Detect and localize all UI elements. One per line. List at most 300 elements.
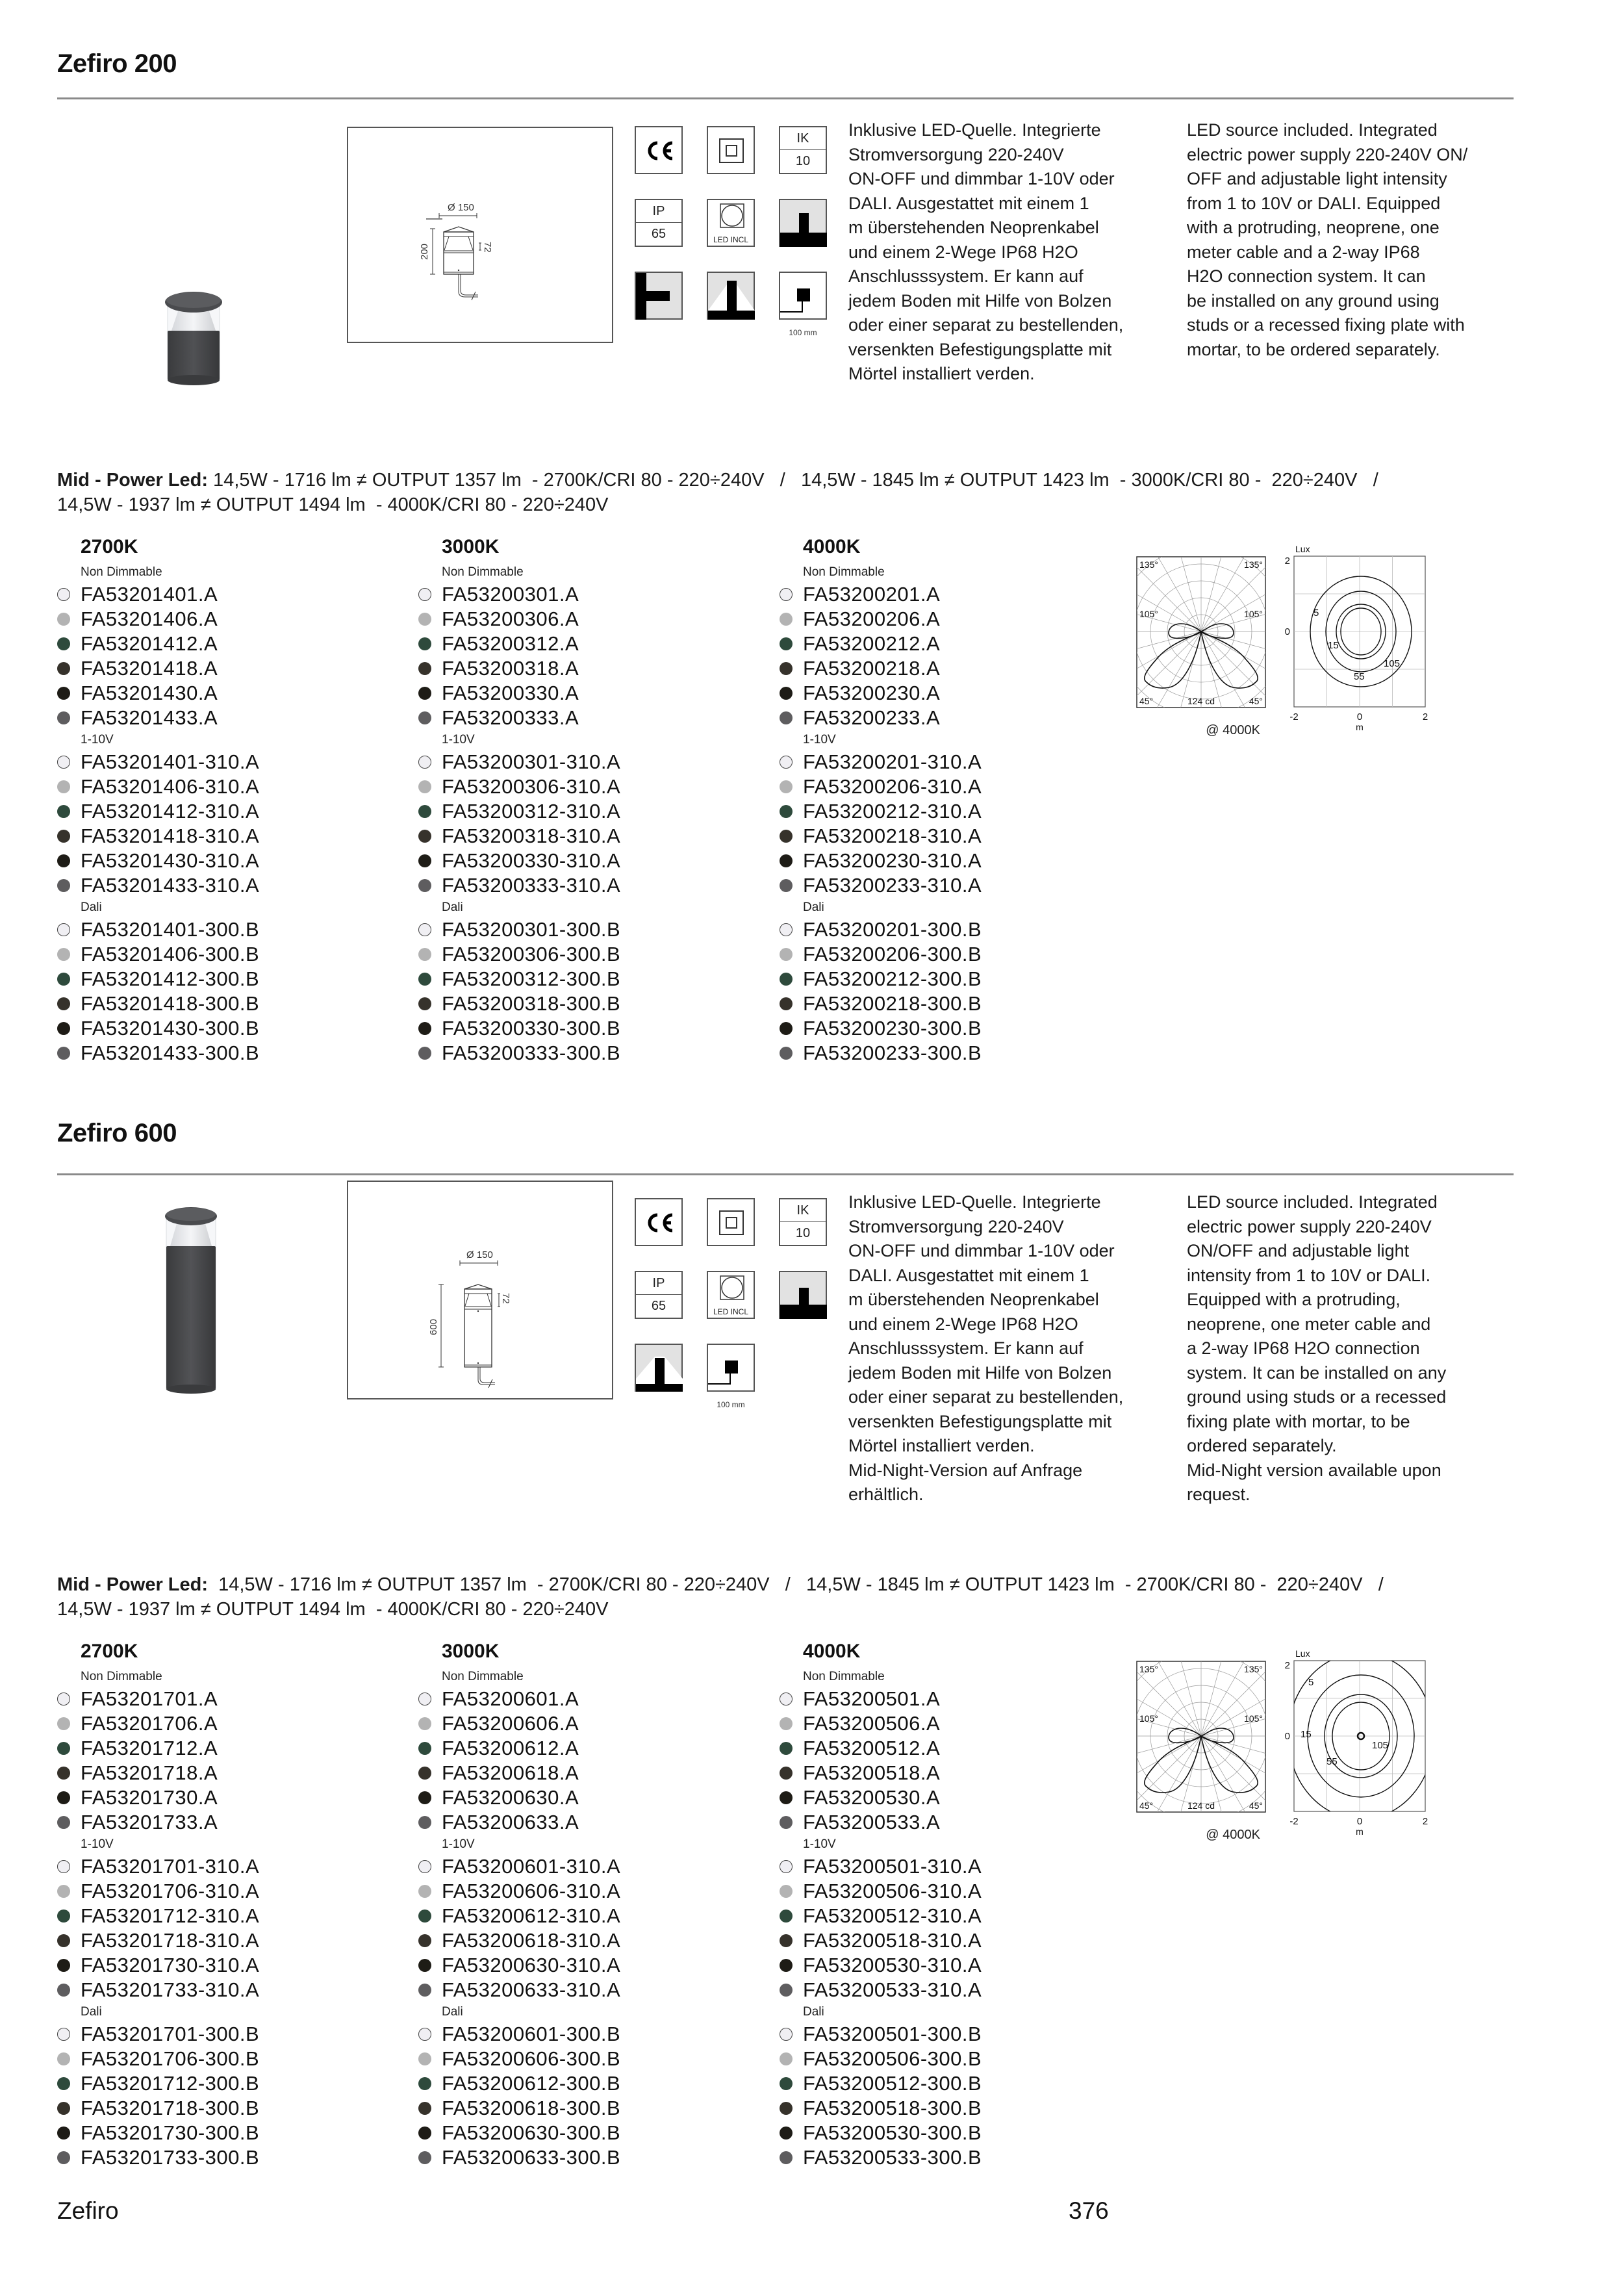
product-code-row	[57, 2022, 259, 2047]
finish-color-swatch	[418, 2028, 431, 2041]
led-spec	[57, 468, 1551, 517]
finish-color-swatch	[780, 780, 793, 793]
product-code-row	[780, 1953, 982, 1978]
product-code-row	[780, 1687, 982, 1711]
finish-color-swatch	[780, 973, 793, 986]
desc-de-line: Stromversorgung 220-240V	[848, 144, 1064, 164]
finish-color-swatch	[418, 2052, 431, 2065]
finish-color-swatch	[780, 1742, 793, 1755]
desc-de-line: Inklusive LED-Quelle. Integrierte	[848, 120, 1101, 140]
desc-en-line: studs or a recessed fixing plate with	[1187, 315, 1465, 335]
product-code-row	[57, 1879, 259, 1904]
light-beam-icon	[707, 272, 755, 320]
desc-en-line: request.	[1187, 1485, 1250, 1504]
finish-color-swatch	[57, 2102, 70, 2115]
product-code: FA53200633-300.B	[442, 2146, 621, 2169]
product-code: FA53200212-310.A	[803, 800, 982, 823]
product-code: FA53200501-300.B	[803, 2023, 982, 2045]
led-spec	[57, 1572, 1551, 1622]
product-code: FA53201401-300.B	[81, 918, 260, 941]
product-code: FA53200518-300.B	[803, 2097, 982, 2119]
product-code: FA53200212.A	[803, 632, 941, 655]
product-code: FA53201430-310.A	[81, 849, 260, 872]
desc-de-line: Anschlusssystem. Er kann auf	[848, 266, 1084, 286]
description-english	[1187, 1190, 1525, 1507]
finish-color-swatch	[57, 1860, 70, 1873]
desc-en-line: meter cable and a 2-way IP68	[1187, 242, 1420, 262]
product-code-row	[57, 582, 259, 607]
finish-color-swatch	[780, 997, 793, 1010]
finish-color-swatch	[780, 662, 793, 675]
desc-de-line: jedem Boden mit Hilfe von Bolzen	[848, 290, 1112, 311]
finish-color-swatch	[57, 780, 70, 793]
finish-color-swatch	[418, 997, 431, 1010]
dimming-group-label: Non Dimmable	[803, 1670, 885, 1683]
product-code: FA53200230-300.B	[803, 1017, 982, 1040]
finish-color-swatch	[57, 1767, 70, 1780]
product-code: FA53201401.A	[81, 583, 218, 606]
isolux-x-tick: -2	[1289, 1816, 1299, 1827]
product-code: FA53200218-310.A	[803, 824, 982, 847]
product-code-row	[780, 2071, 982, 2096]
product-code-row	[57, 1904, 259, 1928]
color-temperature-heading: 2700K	[81, 536, 138, 557]
finish-color-swatch	[780, 2102, 793, 2115]
dimming-group-label: 1-10V	[442, 733, 475, 747]
desc-de-line: m überstehenden Neoprenkabel	[848, 1290, 1099, 1309]
product-code-row	[418, 2096, 620, 2121]
product-code-row	[57, 967, 259, 991]
finish-color-swatch	[418, 2077, 431, 2090]
product-code-row	[57, 942, 259, 967]
product-code-row	[780, 1904, 982, 1928]
color-temperature-heading: 4000K	[803, 536, 861, 557]
product-code-row	[418, 1879, 620, 1904]
ip-value: 65	[651, 227, 666, 241]
technical-drawing	[347, 1181, 613, 1399]
finish-color-swatch	[57, 879, 70, 892]
product-code: FA53200333-300.B	[442, 1041, 621, 1064]
finish-color-swatch	[780, 805, 793, 818]
desc-de-line: und einem 2-Wege IP68 H2O	[848, 242, 1078, 262]
cable-length-caption: 100 mm	[717, 1400, 745, 1409]
product-code-row	[780, 873, 982, 898]
code-column-2700k	[57, 534, 259, 1066]
dimming-group-label: Non Dimmable	[803, 565, 885, 579]
ik-label: IK	[780, 127, 826, 150]
product-code: FA53200533-310.A	[803, 1978, 982, 2001]
product-code: FA53201433-300.B	[81, 1041, 260, 1064]
photometry-caption: @ 4000K	[1206, 1828, 1260, 1842]
product-code-row	[57, 1016, 259, 1041]
finish-color-swatch	[418, 1693, 431, 1706]
cable-length-icon	[779, 272, 827, 320]
finish-color-swatch	[418, 2127, 431, 2140]
desc-en-line: Mid-Night version available upon	[1187, 1460, 1441, 1480]
desc-en-line: neoprene, one meter cable and	[1187, 1314, 1431, 1334]
description-english	[1187, 118, 1525, 362]
finish-color-swatch	[57, 1693, 70, 1706]
product-code: FA53201718.A	[81, 1761, 218, 1784]
product-code-row	[418, 849, 620, 873]
ip-rating-icon	[635, 199, 683, 247]
product-code-row	[780, 1711, 982, 1736]
product-code: FA53200333.A	[442, 706, 579, 729]
dimming-group-label: 1-10V	[81, 1837, 114, 1851]
finish-color-swatch	[57, 1910, 70, 1923]
finish-color-swatch	[57, 973, 70, 986]
product-code-row	[418, 1761, 620, 1785]
desc-en-line: OFF and adjustable light intensity	[1187, 169, 1447, 188]
product-code: FA53201730-300.B	[81, 2121, 260, 2144]
color-temperature-heading: 3000K	[442, 536, 500, 557]
product-code-row	[780, 2121, 982, 2145]
isolux-unit-label: Lux	[1295, 1648, 1310, 1659]
desc-de-line: erhältlich.	[848, 1485, 924, 1504]
finish-color-swatch	[57, 1959, 70, 1972]
finish-color-swatch	[57, 1984, 70, 1997]
section-title: Zefiro 600	[57, 1119, 177, 1147]
code-column-3000k	[418, 534, 620, 1066]
wall-projection-icon	[635, 272, 683, 320]
product-code: FA53201712.A	[81, 1737, 218, 1759]
product-code: FA53200330-310.A	[442, 849, 621, 872]
polar-angle-label: 105°	[1244, 609, 1263, 619]
polar-angle-label: 45°	[1139, 1800, 1154, 1811]
product-code: FA53200212-300.B	[803, 967, 982, 990]
product-code: FA53200512.A	[803, 1737, 941, 1759]
finish-color-swatch	[57, 948, 70, 961]
class-ii-insulation-icon	[707, 126, 755, 174]
polar-peak-label: 124 cd	[1187, 1800, 1215, 1811]
ip-label: IP	[636, 1272, 681, 1295]
finish-color-swatch	[418, 948, 431, 961]
finish-color-swatch	[418, 613, 431, 626]
product-code-row	[57, 1928, 259, 1953]
finish-color-swatch	[780, 2077, 793, 2090]
section-divider	[57, 97, 1514, 99]
ik-value: 10	[795, 154, 811, 168]
finish-color-swatch	[57, 588, 70, 601]
product-code: FA53200312.A	[442, 632, 579, 655]
desc-de-line: ON-OFF und dimmbar 1-10V oder	[848, 169, 1115, 188]
product-code: FA53200506-300.B	[803, 2047, 982, 2070]
led-included-label: LED INCL	[713, 1307, 749, 1316]
product-code-row	[57, 1810, 259, 1835]
product-code: FA53200233-300.B	[803, 1041, 982, 1064]
led-included-icon	[707, 1271, 755, 1319]
polar-angle-label: 135°	[1139, 559, 1158, 570]
photometric-diagrams	[1130, 539, 1520, 754]
product-code-row	[57, 1711, 259, 1736]
spec-label: Mid - Power Led:	[57, 470, 208, 491]
finish-color-swatch	[418, 711, 431, 724]
product-code-row	[57, 1041, 259, 1066]
desc-de-line: Mörtel installiert verden.	[848, 364, 1035, 383]
product-code: FA53201418-310.A	[81, 824, 260, 847]
product-code-row	[780, 2022, 982, 2047]
finish-color-swatch	[780, 2151, 793, 2164]
finish-color-swatch	[418, 1717, 431, 1730]
polar-angle-label: 135°	[1244, 559, 1263, 570]
product-code-row	[418, 799, 620, 824]
product-code: FA53201406-300.B	[81, 943, 260, 965]
finish-color-swatch	[418, 687, 431, 700]
product-code-row	[57, 632, 259, 656]
isolux-level-label: 15	[1300, 1729, 1312, 1740]
isolux-y-tick: 0	[1284, 1731, 1290, 1742]
finish-color-swatch	[57, 1717, 70, 1730]
finish-color-swatch	[780, 2127, 793, 2140]
finish-color-swatch	[780, 879, 793, 892]
spec-line-2: 14,5W - 1937 lm ≠ OUTPUT 1494 lm - 4000K/CRI 80 - 220÷240V	[57, 1599, 609, 1620]
product-code-row	[57, 774, 259, 799]
photometric-diagrams	[1130, 1644, 1520, 1858]
desc-de-line: ON-OFF und dimmbar 1-10V oder	[848, 1241, 1115, 1260]
product-code-row	[57, 917, 259, 942]
product-code: FA53201430.A	[81, 682, 218, 704]
dimming-group-label: 1-10V	[442, 1837, 475, 1851]
desc-en-line: from 1 to 10V or DALI. Equipped	[1187, 193, 1441, 213]
finish-color-swatch	[780, 1693, 793, 1706]
description-german	[848, 1190, 1180, 1507]
floor-mount-icon	[779, 199, 827, 247]
product-code: FA53200233-310.A	[803, 874, 982, 897]
product-section-zefiro-600	[0, 1105, 1624, 2196]
product-code-row	[780, 582, 982, 607]
isolux-x-tick: 0	[1356, 711, 1363, 722]
product-code-row	[418, 2121, 620, 2145]
product-code-row	[57, 656, 259, 681]
product-code-row	[780, 967, 982, 991]
desc-en-line: ON/OFF and adjustable light	[1187, 1241, 1410, 1260]
product-code: FA53200530.A	[803, 1786, 941, 1809]
finish-color-swatch	[418, 854, 431, 867]
isolux-level-label: 55	[1326, 1756, 1338, 1767]
product-code-row	[57, 607, 259, 632]
ce-mark-icon	[635, 1198, 683, 1246]
product-code: FA53200333-310.A	[442, 874, 621, 897]
product-code: FA53201712-310.A	[81, 1904, 260, 1927]
product-code-row	[780, 2096, 982, 2121]
finish-color-swatch	[418, 637, 431, 650]
desc-de-line: m überstehenden Neoprenkabel	[848, 218, 1099, 237]
finish-color-swatch	[57, 1022, 70, 1035]
finish-color-swatch	[780, 756, 793, 769]
finish-color-swatch	[780, 854, 793, 867]
finish-color-swatch	[780, 711, 793, 724]
product-code: FA53200601.A	[442, 1687, 579, 1710]
product-code-row	[780, 1785, 982, 1810]
product-code-row	[418, 706, 620, 730]
product-code-row	[418, 1785, 620, 1810]
product-code: FA53200312-310.A	[442, 800, 621, 823]
dimming-group-label: 1-10V	[803, 733, 836, 747]
product-code-row	[57, 2071, 259, 2096]
desc-en-line: be installed on any ground using	[1187, 290, 1440, 311]
desc-en-line: mortar, to be ordered separately.	[1187, 339, 1440, 359]
product-code: FA53200612-300.B	[442, 2072, 621, 2095]
product-code: FA53200206-310.A	[803, 775, 982, 798]
isolux-diagram	[1285, 1648, 1434, 1837]
product-code-row	[780, 1761, 982, 1785]
product-code-row	[418, 1978, 620, 2002]
finish-color-swatch	[418, 2151, 431, 2164]
product-code-row	[418, 873, 620, 898]
description-german	[848, 118, 1180, 387]
finish-color-swatch	[418, 1934, 431, 1947]
product-code: FA53200606-310.A	[442, 1880, 621, 1902]
product-code-row	[57, 1761, 259, 1785]
finish-color-swatch	[57, 1885, 70, 1898]
product-code-row	[57, 824, 259, 849]
finish-color-swatch	[780, 1022, 793, 1035]
isolux-y-tick: 2	[1284, 556, 1290, 567]
product-code: FA53201412-300.B	[81, 967, 260, 990]
product-code-row	[780, 942, 982, 967]
product-code-row	[418, 991, 620, 1016]
product-code-row	[57, 873, 259, 898]
product-code: FA53200601-300.B	[442, 2023, 621, 2045]
finish-color-swatch	[418, 1047, 431, 1060]
code-column-4000k	[780, 1639, 982, 2170]
isolux-level-label: 5	[1313, 607, 1319, 619]
polar-angle-label: 105°	[1139, 1713, 1158, 1724]
ip-rating-icon	[635, 1271, 683, 1319]
product-code: FA53201706.A	[81, 1712, 218, 1735]
desc-de-line: versenkten Befestigungsplatte mit	[848, 339, 1112, 359]
finish-color-swatch	[780, 613, 793, 626]
dimming-group-label: Non Dimmable	[81, 1670, 162, 1683]
finish-color-swatch	[57, 830, 70, 843]
finish-color-swatch	[57, 637, 70, 650]
ik-rating-icon	[779, 1198, 827, 1246]
product-code: FA53200230.A	[803, 682, 941, 704]
product-code: FA53200306-310.A	[442, 775, 621, 798]
ip-value: 65	[651, 1299, 666, 1313]
product-code: FA53200218.A	[803, 657, 941, 680]
product-code: FA53200612-310.A	[442, 1904, 621, 1927]
product-code: FA53200306-300.B	[442, 943, 621, 965]
class-ii-insulation-icon	[707, 1198, 755, 1246]
finish-color-swatch	[780, 2052, 793, 2065]
finish-color-swatch	[418, 1860, 431, 1873]
finish-color-swatch	[418, 756, 431, 769]
finish-color-swatch	[418, 780, 431, 793]
drawing-lens-label: 72	[500, 1293, 511, 1304]
product-code-row	[418, 917, 620, 942]
product-code-row	[418, 1041, 620, 1066]
finish-color-swatch	[57, 997, 70, 1010]
product-code: FA53200530-300.B	[803, 2121, 982, 2144]
product-code: FA53201430-300.B	[81, 1017, 260, 1040]
dimming-group-label: Non Dimmable	[81, 565, 162, 579]
desc-de-line: oder einer separat zu bestellenden,	[848, 315, 1124, 335]
product-code: FA53200533-300.B	[803, 2146, 982, 2169]
desc-en-line: system. It can be installed on any	[1187, 1362, 1447, 1383]
product-code-row	[57, 2096, 259, 2121]
product-code: FA53201712-300.B	[81, 2072, 260, 2095]
finish-color-swatch	[57, 805, 70, 818]
product-code-row	[418, 2047, 620, 2071]
desc-de-line: versenkten Befestigungsplatte mit	[848, 1411, 1112, 1431]
ce-mark-icon	[635, 126, 683, 174]
product-code: FA53201418.A	[81, 657, 218, 680]
finish-color-swatch	[57, 2077, 70, 2090]
desc-en-line: Equipped with a protruding,	[1187, 1290, 1401, 1309]
polar-angle-label: 105°	[1244, 1713, 1263, 1724]
desc-de-line: DALI. Ausgestattet mit einem 1	[848, 1265, 1089, 1285]
finish-color-swatch	[418, 1959, 431, 1972]
desc-en-line: a 2-way IP68 H2O connection	[1187, 1338, 1420, 1358]
product-code-row	[780, 1016, 982, 1041]
finish-color-swatch	[780, 948, 793, 961]
product-code: FA53200512-300.B	[803, 2072, 982, 2095]
isolux-x-axis-label: m	[1356, 722, 1364, 732]
polar-angle-label: 45°	[1249, 696, 1263, 706]
drawing-diameter-label: Ø 150	[448, 202, 474, 213]
isolux-x-tick: -2	[1289, 711, 1299, 722]
product-code: FA53201733.A	[81, 1811, 218, 1833]
light-beam-icon	[635, 1344, 683, 1392]
product-code-row	[780, 681, 982, 706]
isolux-diagram	[1285, 544, 1428, 732]
product-code-row	[57, 799, 259, 824]
finish-color-swatch	[57, 711, 70, 724]
product-code-row	[57, 1687, 259, 1711]
product-code: FA53200506-310.A	[803, 1880, 982, 1902]
product-code-row	[418, 774, 620, 799]
desc-en-line: ground using studs or a recessed	[1187, 1387, 1447, 1407]
polar-angle-label: 45°	[1249, 1800, 1263, 1811]
finish-color-swatch	[780, 1717, 793, 1730]
product-code-row	[57, 2121, 259, 2145]
finish-color-swatch	[780, 923, 793, 936]
product-code: FA53201706-310.A	[81, 1880, 260, 1902]
product-code-row	[780, 774, 982, 799]
product-code-row	[780, 824, 982, 849]
code-column-3000k	[418, 1639, 620, 2170]
product-code: FA53200501.A	[803, 1687, 941, 1710]
product-code-row	[780, 656, 982, 681]
product-code: FA53200301.A	[442, 583, 579, 606]
product-code-row	[780, 2145, 982, 2170]
desc-en-line: LED source included. Integrated	[1187, 120, 1438, 140]
product-code: FA53200318.A	[442, 657, 579, 680]
product-code-row	[780, 1879, 982, 1904]
finish-color-swatch	[780, 1791, 793, 1804]
product-code-row	[780, 706, 982, 730]
product-code: FA53200612.A	[442, 1737, 579, 1759]
product-code-row	[57, 1953, 259, 1978]
product-code-row	[780, 1854, 982, 1879]
product-code-row	[418, 1928, 620, 1953]
desc-en-line: with a protruding, neoprene, one	[1187, 218, 1440, 237]
finish-color-swatch	[780, 1959, 793, 1972]
product-code: FA53200230-310.A	[803, 849, 982, 872]
finish-color-swatch	[780, 637, 793, 650]
product-code-row	[57, 849, 259, 873]
desc-de-line: und einem 2-Wege IP68 H2O	[848, 1314, 1078, 1334]
desc-en-line: intensity from 1 to 10V or DALI.	[1187, 1265, 1431, 1285]
desc-en-line: fixing plate with mortar, to be	[1187, 1411, 1410, 1431]
product-code: FA53200518.A	[803, 1761, 941, 1784]
finish-color-swatch	[418, 1910, 431, 1923]
product-code: FA53200201.A	[803, 583, 941, 606]
product-code-row	[418, 681, 620, 706]
product-code: FA53200301-300.B	[442, 918, 621, 941]
ik-label: IK	[780, 1199, 826, 1222]
